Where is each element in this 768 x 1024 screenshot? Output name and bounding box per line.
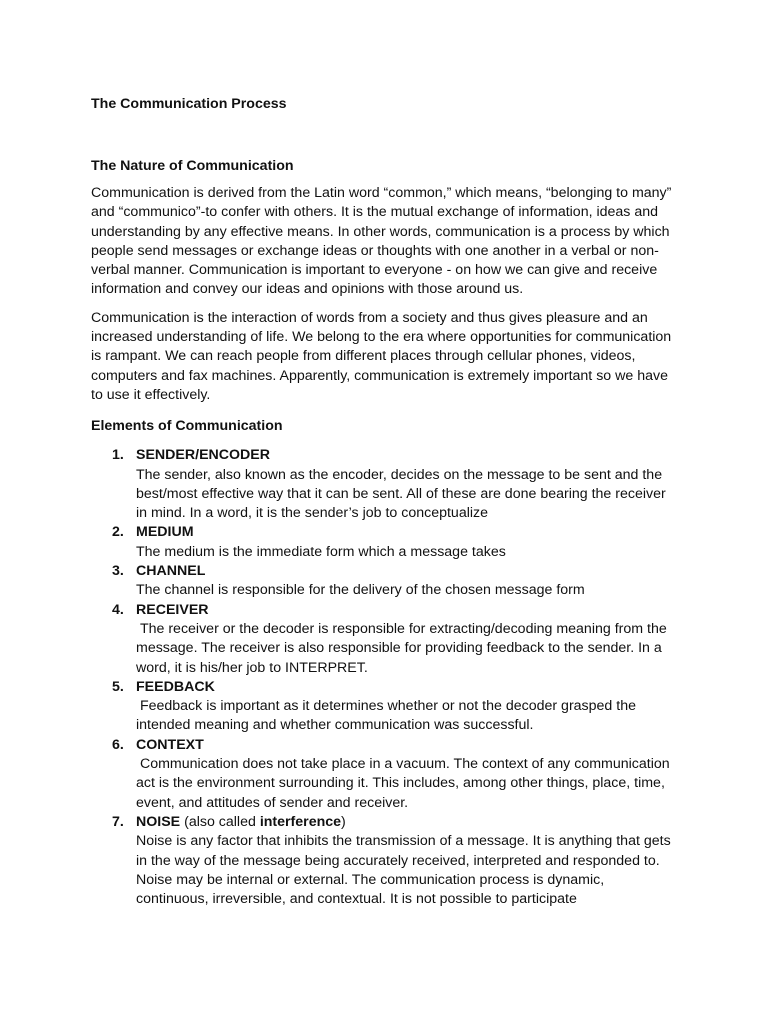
item-heading: [136, 446, 678, 465]
list-item: [91, 446, 678, 523]
item-body: The medium is the immediate form which a message takes: [136, 543, 506, 560]
item-number: 3.: [112, 563, 124, 580]
item-number: 5.: [112, 678, 124, 695]
paragraph-1: Communication is derived from the Latin word “common,” which means, “belonging to many” and “communico”-to confer with others. It is the mutual exchange of information, ideas and understanding by any effective means. In other words, communication is a process by which people send messages or exchange ideas or thoughts with one another in a verbal or non-verbal manner. Communication is important to everyone - on how we can give and receive information and convey our ideas and opinions with those around us.: [91, 185, 672, 298]
item-heading: [136, 813, 678, 832]
item-number: 6.: [112, 736, 124, 753]
item-number: 1.: [112, 447, 124, 464]
item-body: Communication does not take place in a vacuum. The context of any communication act is the environment surrounding it. This includes, among other things, place, time, event, and attitudes of sender and receiver.: [136, 756, 670, 811]
elements-heading: Elements of Communication: [91, 418, 283, 435]
item-number: 2.: [112, 524, 124, 541]
item-title-note: (also called: [180, 813, 260, 830]
item-body: The sender, also known as the encoder, decides on the message to be sent and the best/most effective way that it can be sent. All of these are done bearing the receiver in mind. In a word, it is the sender’s job to conceptualize: [136, 466, 666, 522]
document-title: The Communication Process: [91, 96, 287, 112]
paragraph-2: Communication is the interaction of words from a society and thus gives pleasure and an increased understanding of life. We belong to the era where opportunities for communication is rampant. We can reach people from different places through cellular phones, videos, computers and fax machines. Apparently, communication is extremely important so we have to use it effectively.: [91, 309, 672, 403]
item-heading: [136, 562, 678, 581]
list-item: [91, 601, 678, 678]
list-item: [91, 678, 678, 736]
item-heading: [136, 678, 678, 697]
item-title-note-close: ): [341, 813, 346, 830]
item-body: The receiver or the decoder is responsible for extracting/decoding meaning from the message. The receiver is also responsible for providing feedback to the sender. In a word, it is his/her job to INTERPRET.: [136, 620, 667, 676]
list-item: [91, 813, 678, 909]
item-body: Noise is any factor that inhibits the transmission of a message. It is anything that gets in the way of the message being accurately received, interpreted and responded to. Noise may be internal or external. The communication process is dynamic, continuous, irreversible, and contextual. It is not possible to participate: [136, 833, 671, 908]
item-title: RECEIVER: [136, 601, 209, 618]
item-title: NOISE: [136, 813, 181, 830]
item-body: The channel is responsible for the delivery of the chosen message form: [136, 582, 585, 599]
item-title: MEDIUM: [136, 524, 194, 541]
list-item: [91, 523, 678, 562]
item-title: FEEDBACK: [136, 678, 215, 695]
item-title: CHANNEL: [136, 563, 206, 580]
item-heading: [136, 601, 678, 620]
item-number: 7.: [112, 813, 124, 830]
item-number: 4.: [112, 601, 124, 618]
list-item: [91, 736, 678, 813]
item-title-note-bold: interference: [259, 813, 342, 830]
section-heading: The Nature of Communication: [91, 158, 294, 174]
item-title: SENDER/ENCODER: [136, 447, 271, 464]
elements-list: [91, 446, 678, 909]
item-body: Feedback is important as it determines whether or not the decoder grasped the intended meaning and whether communication was successful.: [136, 698, 636, 734]
item-heading: [136, 736, 678, 755]
list-item: [91, 562, 678, 601]
item-title: CONTEXT: [136, 736, 204, 753]
item-heading: [136, 523, 678, 542]
